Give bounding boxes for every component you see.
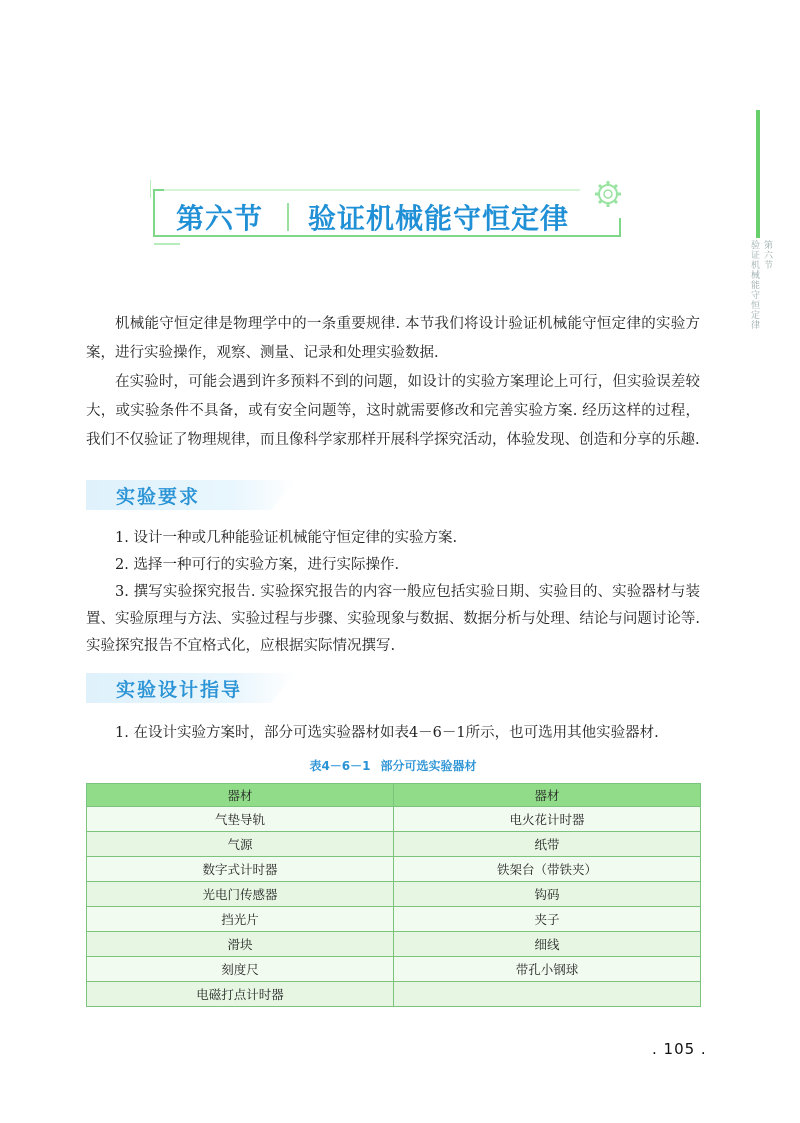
requirements-list xyxy=(86,525,700,660)
table-row xyxy=(87,882,701,907)
table-cell: 滑块 xyxy=(87,932,394,957)
table-cell: 电磁打点计时器 xyxy=(87,982,394,1007)
table-row xyxy=(87,932,701,957)
table-caption-name: 部分可选实验器材 xyxy=(380,759,477,773)
gear-icon xyxy=(595,181,621,207)
section-number: 第六节 xyxy=(176,202,264,235)
table-caption-number: 表4－6－1 xyxy=(309,759,371,773)
design-item-1: 1. 在设计实验方案时，部分可选实验器材如表4－6－1所示，也可选用其他实验器材. xyxy=(115,725,659,741)
chapter-side-label xyxy=(749,240,774,330)
intro-text xyxy=(86,310,700,455)
equipment-table xyxy=(86,783,701,1007)
table-cell: 光电门传感器 xyxy=(87,882,394,907)
intro-paragraph-2: 在实验时，可能会遇到许多预料不到的问题，如设计的实验方案理论上可行，但实验误差较大，或实验条件不具备，或有安全问题等，这时就需要修改和完善实验方案. 经历这样的过程，我们不仅验证了物理规律，而且像科学家那样开展科学探究活动，体验发现、创造和分享的乐趣. xyxy=(86,374,700,448)
table-header-cell: 器材 xyxy=(87,784,394,807)
table-row xyxy=(87,857,701,882)
requirement-item-3: 3. 撰写实验探究报告. 实验探究报告的内容一般应包括实验日期、实验目的、实验器材与装置、实验原理与方法、实验过程与步骤、实验现象与数据、数据分析与处理、结论与问题讨论等. 实验探究报告不宜格式化，应根据实际情况撰写. xyxy=(86,584,700,654)
requirement-item-2: 2. 选择一种可行的实验方案，进行实际操作. xyxy=(115,557,400,573)
table-cell xyxy=(394,982,701,1007)
chapter-side-bar xyxy=(756,110,760,238)
table-cell: 铁架台（带铁夹） xyxy=(394,857,701,882)
table-header-row xyxy=(87,784,701,807)
page-title: 验证机械能守恒定律 xyxy=(308,202,570,235)
table-caption xyxy=(86,757,700,774)
side-section-num: 第六节 xyxy=(762,240,772,270)
table-row xyxy=(87,982,701,1007)
intro-paragraph-1: 机械能守恒定律是物理学中的一条重要规律. 本节我们将设计验证机械能守恒定律的实验方案，进行实验操作，观察、测量、记录和处理实验数据. xyxy=(86,316,700,361)
table-cell: 带孔小钢球 xyxy=(394,957,701,982)
design-list xyxy=(86,720,700,747)
table-cell: 气垫导轨 xyxy=(87,807,394,832)
table-header-cell: 器材 xyxy=(394,784,701,807)
table-cell: 电火花计时器 xyxy=(394,807,701,832)
table-cell: 数字式计时器 xyxy=(87,857,394,882)
table-row xyxy=(87,807,701,832)
table-row xyxy=(87,957,701,982)
table-cell: 气源 xyxy=(87,832,394,857)
requirements-heading xyxy=(86,480,296,510)
table-cell: 细线 xyxy=(394,932,701,957)
table-row xyxy=(87,832,701,857)
table-cell: 钩码 xyxy=(394,882,701,907)
table-row xyxy=(87,907,701,932)
table-cell: 刻度尺 xyxy=(87,957,394,982)
title-divider xyxy=(287,203,289,231)
table-cell: 纸带 xyxy=(394,832,701,857)
side-section-title: 验证机械能守恒定律 xyxy=(749,240,759,330)
design-heading xyxy=(86,673,296,703)
table-cell: 挡光片 xyxy=(87,907,394,932)
requirement-item-1: 1. 设计一种或几种能验证机械能守恒定律的实验方案. xyxy=(115,530,458,546)
requirements-heading-text: 实验要求 xyxy=(116,486,201,508)
design-heading-text: 实验设计指导 xyxy=(116,679,243,701)
table-cell: 夹子 xyxy=(394,907,701,932)
page-number: . 105 . xyxy=(652,1040,707,1058)
